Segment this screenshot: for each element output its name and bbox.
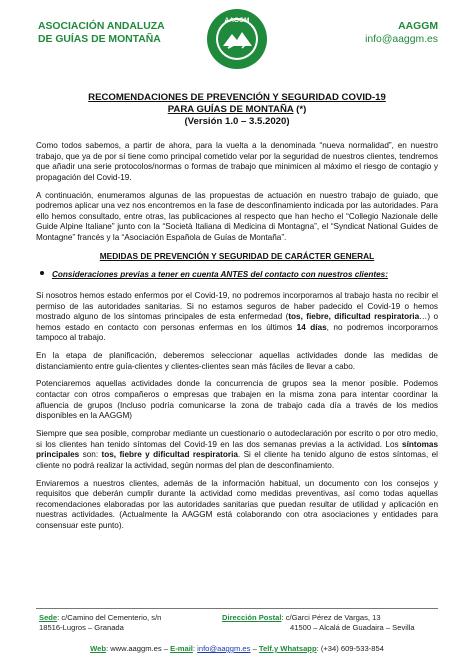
paragraph-planning: En la etapa de planificación, deberemos seleccionar aquellas actividades donde las medidas de distanciamiento entre guía-clientes y clientes-clientes sean más fáciles de llevar a cabo.	[36, 351, 438, 371]
bullet-item	[36, 270, 438, 281]
sede-line1: : c/Camino del Cementerio, s/n	[57, 613, 162, 622]
email-sep: :	[192, 644, 198, 653]
bold-run: síntomas principales	[36, 439, 438, 460]
header-contact	[365, 20, 438, 46]
title-line2-suffix: (*)	[293, 104, 307, 115]
paragraph-illness	[36, 291, 438, 344]
footer-divider	[36, 608, 438, 609]
tel-label: Telf.y Whatsapp	[258, 644, 317, 653]
title-line1: RECOMENDACIONES DE PREVENCIÓN Y SEGURIDAD COVID-19	[88, 92, 386, 103]
text-run: …) o hemos estado en contacto con personas enfermas en los últimos	[36, 312, 439, 332]
bold-run: tos, fiebre y dificultad respiratoria	[101, 450, 238, 460]
bold-run: tos, fiebre, dificultad respiratoria	[288, 312, 420, 322]
email-label: E-mail	[170, 644, 193, 653]
title-line2: PARA GUÍAS DE MONTAÑA	[167, 104, 294, 115]
footer-contact	[0, 644, 474, 654]
footer-sede	[39, 613, 161, 633]
association-name-line1: ASOCIACIÓN ANDALUZA	[38, 21, 165, 32]
bullet-dot-icon	[40, 271, 44, 275]
footer-email-link[interactable]: info@aaggm.es	[197, 644, 251, 653]
logo-title: AAGGM	[224, 17, 250, 24]
aaggm-logo	[206, 8, 268, 70]
tel-sep: –	[250, 644, 259, 653]
sede-label: Sede	[39, 613, 58, 622]
footer-direccion	[222, 613, 415, 633]
text-run: son:	[79, 450, 102, 460]
text-run: , no podremos incorporarnos tampoco al trabajo.	[36, 322, 438, 343]
text-run: . Si el cliente ha tenido alguno de estos síntomas, el cliente no podrá realizar la actividad, según normas del plan de desconfinamiento.	[36, 450, 438, 470]
direccion-line2: 41500 – Alcalá de Guadaira – Sevilla	[290, 623, 415, 632]
paragraph-symptoms	[36, 429, 438, 471]
header-email[interactable]: info@aaggm.es	[365, 34, 438, 45]
web-label: Web	[90, 644, 106, 653]
association-name	[38, 20, 165, 46]
text-run: Siempre que sea posible, comprobar mediante un cuestionario o autodeclaración por escrito o por otro medio, si los clientes han tenido síntomas del Covid-19 en las dos semanas previas a la actividad. Los	[36, 429, 438, 449]
paragraph-groups: Potenciaremos aquellas actividades donde la concurrencia de grupos sea la menor posible. Podemos contactar con otros compañeros o empresas que trabajen en la misma zona para intentar coordinar la afluencia de grupos (Incluso podría comunicarse la zona de trabajo cada día a través de los medios disponibles en la AAGGM)	[36, 379, 438, 421]
bullet-text: Consideraciones previas a tener en cuenta ANTES del contacto con nuestros clientes:	[52, 270, 388, 280]
direccion-line1: : c/Garci Pérez de Vargas, 13	[281, 613, 381, 622]
paragraph-documents: Enviaremos a nuestros clientes, además de la información habitual, un documento con los consejos y requisitos que deberán cumplir durante la actividad como medidas preventivas, así como todas aquellas recomendaciones elaboradas por las autoridades sanitarias que puedan resultar de utilidad y aplicación en nuestras actividades. (Actualmente la AAGGM está colaborando con otra asociaciones y entidades para consensuar este punto).	[36, 478, 438, 530]
association-name-line2: DE GUÍAS DE MONTAÑA	[38, 34, 161, 45]
direccion-label: Dirección Postal	[222, 613, 282, 622]
title-line3: (Versión 1.0 – 3.5.2020)	[184, 116, 290, 127]
tel-value: : (+34) 609-533-854	[316, 644, 384, 653]
section-heading: MEDIDAS DE PREVENCIÓN Y SEGURIDAD DE CARÁCTER GENERAL	[99, 250, 375, 261]
web-value[interactable]: : www.aaggm.es –	[105, 644, 171, 653]
paragraph-intro: Como todos sabemos, a partir de ahora, para la vuelta a la denominada “nueva normalidad”, en nuestro trabajo, que ya de por sí tiene como principal cometido velar por la seguridad de nuestros clientes, tendremos que añadir una serie protocolos/normas o formas de trabajo que minimicen al máximo el riesgo de contagio y propagación del Covid-19.	[36, 141, 438, 182]
document-title	[36, 92, 438, 128]
header-org: AAGGM	[398, 21, 438, 32]
document-body	[36, 141, 438, 539]
bold-run: 14 días	[296, 322, 327, 332]
paragraph-sources: A continuación, enumeramos algunas de las propuestas de actuación en nuestro trabajo de guiado, que podremos aplicar una vez nos encontremos en la fase de desconfinamiento indicada por las autoridades. Para ello hemos consultado, entre otras, las publicaciones al respecto que han hecho el “Collegio Nazionale delle Guide Alpine Italiane” junto con la “Società Italiana di Medicina di Montagna”, el “Syndicat National Guides de Montagne” francés y la “Asociación Española de Guías de Montaña”.	[36, 190, 438, 242]
text-run: Si nosotros hemos estado enfermos por el Covid-19, no podremos incorporarnos al trabajo hasta no recibir el permiso de las autoridades sanitarias. Si no estamos seguros de haber padecido el Covid-19 o hemos mostrado alguno de los síntomas principales de esta enfermedad (	[36, 290, 438, 322]
sede-line2: 18516-Lugros – Granada	[39, 623, 124, 632]
